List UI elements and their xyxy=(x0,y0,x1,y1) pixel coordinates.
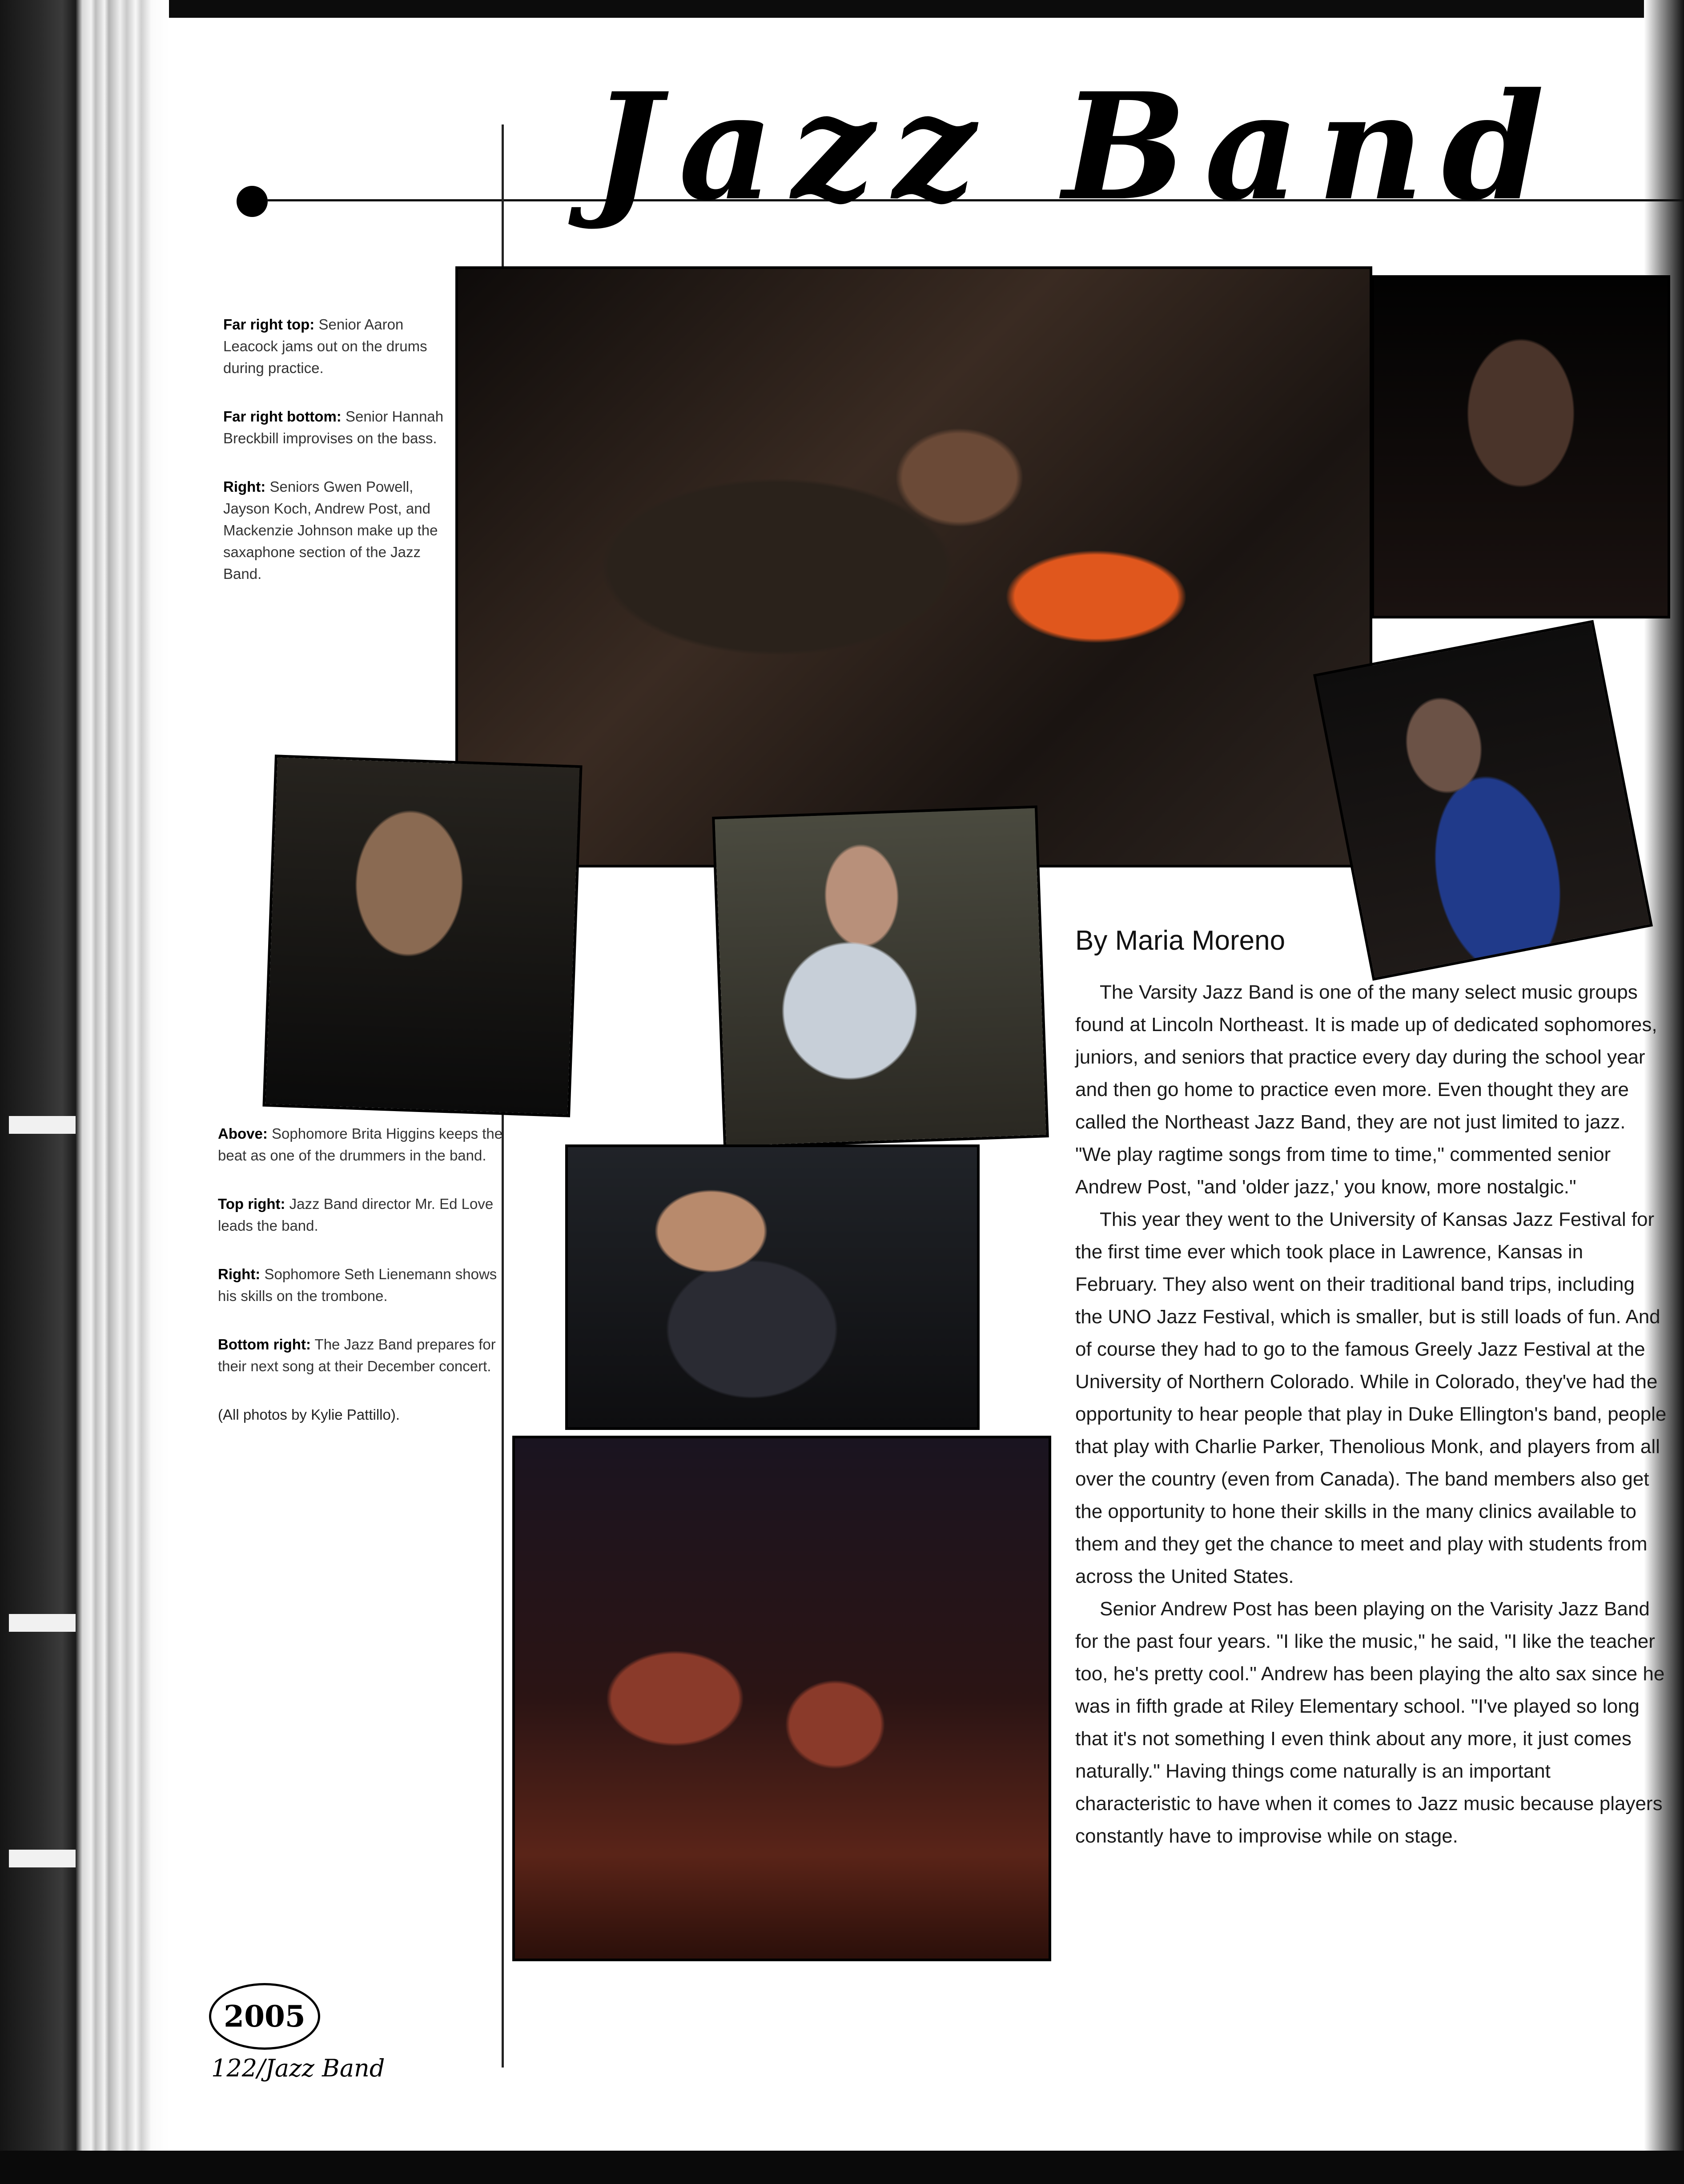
photo-concert-band xyxy=(515,1438,1049,1959)
page-tab xyxy=(9,1614,76,1632)
caption: Bottom right: The Jazz Band prepares for their next song at their December concert. xyxy=(218,1336,496,1374)
article-paragraph: The Varsity Jazz Band is one of the many select music groups found at Lincoln Northeast. It is made up of dedicated sophomores, juniors, and seniors that practice every day during the school year and then go home to practice even more. Even thought they are called the Northeast Jazz Band, they are not just limited to jazz. "We play ragtime songs from time to time," commented senior Andrew Post, "and 'older jazz,' you know, more nostalgic." xyxy=(1075,981,1657,1198)
page-folio: 122/Jazz Band xyxy=(211,2054,385,2082)
article-paragraph: Senior Andrew Post has been playing on the Varisity Jazz Band for the past four years. "I like the music," he said, "I like the teacher too, he's pretty cool." Andrew has been playing the alto sax since he was in fifth grade at Riley Elementary school. "I've played so long that it's not something I even think about any more, it just comes naturally." Having things come naturally is an important characteristic to have when it comes to Jazz music because players constantly have to improvise while on stage. xyxy=(1075,1598,1665,1847)
caption: Right: Seniors Gwen Powell, Jayson Koch, Andrew Post, and Mackenzie Johnson make up the saxaphone section of the Jazz Band. xyxy=(223,478,438,582)
caption: Far right top: Senior Aaron Leacock jams out on the drums during practice. xyxy=(223,316,427,376)
yearbook-year-seal: 2005 xyxy=(209,1983,320,2050)
photo-bassist-hannah xyxy=(1316,623,1650,978)
byline: By Maria Moreno xyxy=(1075,925,1286,956)
photo-trombone xyxy=(568,1147,977,1427)
caption: Top right: Jazz Band director Mr. Ed Love leads the band. xyxy=(218,1196,494,1234)
caption: Far right bottom: Senior Hannah Breckbill improvises on the bass. xyxy=(223,408,444,446)
caption: Right: Sophomore Seth Lienemann shows his skills on the trombone. xyxy=(218,1266,497,1304)
photo-credit: (All photos by Kylie Pattillo). xyxy=(218,1406,400,1423)
article-body xyxy=(1075,976,1667,1852)
page-title: Jazz Band xyxy=(591,60,1563,233)
page-tab xyxy=(9,1850,76,1867)
photo-director xyxy=(715,808,1046,1146)
photo-drummer-aaron xyxy=(1374,278,1668,616)
title-bullet xyxy=(237,186,268,217)
bottom-edge-shadow xyxy=(0,2151,1684,2184)
captions-top xyxy=(223,313,459,611)
caption: Above: Sophomore Brita Higgins keeps the beat as one of the drummers in the band. xyxy=(218,1125,503,1164)
photo-saxophone-section xyxy=(458,269,1370,865)
page-tab xyxy=(9,1116,76,1134)
captions-bottom xyxy=(218,1123,511,1452)
photo-drummer-brita xyxy=(265,757,580,1114)
article-paragraph: This year they went to the University of Kansas Jazz Festival for the first time ever which took place in Lawrence, Kansas in February. They also went on their traditional band trips, including the UNO Jazz Festival, which is smaller, but is still loads of fun. And of course they had to go to the famous Greely Jazz Festival at the University of Northern Colorado. While in Colorado, they've had the opportunity to hear people that play in Duke Ellington's band, people that play with Charlie Parker, Thenolious Monk, and players from all over the country (even from Canada). The band members also get the opportunity to hone their skills in the many clinics available to them and they get the chance to meet and play with students from across the United States. xyxy=(1075,1208,1667,1587)
